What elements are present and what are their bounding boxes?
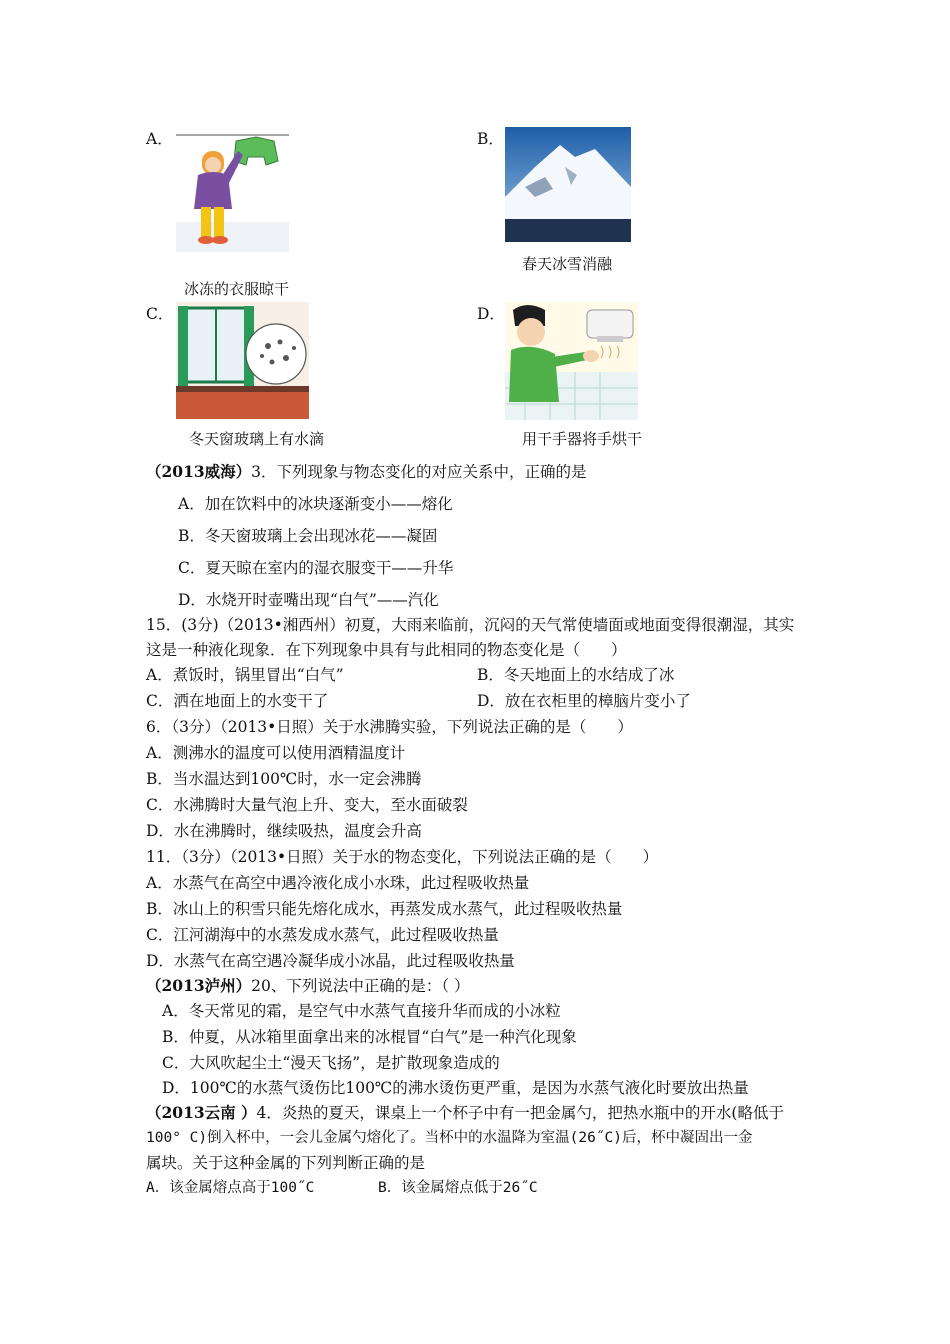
option-b-caption: 春天冰雪消融 — [522, 255, 613, 273]
frozen-clothes-picture — [176, 127, 289, 252]
xiangxi-option-d: D．放在衣柜里的樟脑片变小了 — [477, 692, 691, 710]
question-luzhou-stem — [146, 976, 470, 996]
option-a-letter: A． — [146, 130, 173, 148]
rizhao11-option-a: A．水蒸气在高空中遇冷液化成小水珠，此过程吸收热量 — [146, 874, 530, 892]
question-rizhao6-stem: 6．（3分）（2013•日照）关于水沸腾实验，下列说法正确的是（ ） — [146, 718, 633, 736]
window-water-drops-picture — [176, 302, 309, 419]
rizhao6-option-c: C．水沸腾时大量气泡上升、变大，至水面破裂 — [146, 796, 468, 814]
hand-dryer-picture — [505, 302, 638, 420]
rizhao11-option-c: C．江河湖海中的水蒸发成水蒸气，此过程吸收热量 — [146, 926, 499, 944]
xiangxi-option-b: B．冬天地面上的水结成了冰 — [477, 666, 675, 684]
xiangxi-option-c: C．洒在地面上的水变干了 — [146, 692, 329, 710]
xiangxi-option-a: A．煮饭时，锅里冒出“白气” — [146, 666, 344, 684]
question-luzhou-source: （2013泸州） — [146, 976, 252, 995]
luzhou-option-d: D．100℃的水蒸气烫伤比100℃的沸水烫伤更严重，是因为水蒸气液化时要放出热量 — [162, 1079, 749, 1097]
rizhao6-option-b: B．当水温达到100℃时，水一定会沸腾 — [146, 770, 422, 788]
weihai-option-a: A．加在饮料中的冰块逐渐变小——熔化 — [178, 495, 453, 513]
rizhao6-option-a: A．测沸水的温度可以使用酒精温度计 — [146, 744, 406, 762]
question-weihai-source: （2013威海） — [146, 462, 252, 481]
question-weihai-text: 3．下列现象与物态变化的对应关系中，正确的是 — [251, 463, 587, 481]
question-xiangxi-line2: 这是一种液化现象．在下列现象中具有与此相同的物态变化是（ ） — [146, 641, 627, 659]
rizhao11-option-b: B．冰山上的积雪只能先熔化成水，再蒸发成水蒸气，此过程吸收热量 — [146, 900, 623, 918]
option-d-letter: D． — [477, 305, 505, 323]
option-a-caption: 冰冻的衣服晾干 — [184, 280, 290, 298]
luzhou-option-b: B．仲夏，从冰箱里面拿出来的冰棍冒“白气”是一种汽化现象 — [162, 1028, 577, 1046]
weihai-option-c: C．夏天晾在室内的湿衣服变干——升华 — [178, 559, 454, 577]
question-xiangxi-line1: 15．(3分)（2013•湘西州）初夏，大雨来临前，沉闷的天气常使墙面或地面变得很潮湿，其实 — [146, 616, 795, 634]
rizhao11-option-d: D．水蒸气在高空遇冷凝华成小冰晶，此过程吸收热量 — [146, 952, 515, 970]
yunnan-option-b: B．该金属熔点低于26˝C — [378, 1180, 538, 1196]
option-b-letter: B． — [477, 130, 504, 148]
snowy-mountain-picture — [505, 127, 631, 242]
yunnan-option-a: A．该金属熔点高于100˝C — [146, 1180, 315, 1196]
weihai-option-d: D．水烧开时壶嘴出现“白气”——汽化 — [178, 591, 439, 609]
luzhou-option-c: C．大风吹起尘土“漫天飞扬”，是扩散现象造成的 — [162, 1054, 500, 1072]
rizhao6-option-d: D．水在沸腾时，继续吸热，温度会升高 — [146, 822, 422, 840]
weihai-option-b: B．冬天窗玻璃上会出现冰花——凝固 — [178, 527, 438, 545]
question-rizhao11-stem: 11．（3分）（2013•日照）关于水的物态变化，下列说法正确的是（ ） — [146, 848, 659, 866]
question-yunnan-source: （2013云南 ） — [146, 1103, 257, 1122]
question-yunnan-text: 4．炎热的夏天，课桌上一个杯子中有一把金属勺，把热水瓶中的开水(略低于 — [256, 1104, 784, 1122]
question-luzhou-text: 20、下列说法中正确的是：（ ） — [251, 977, 470, 995]
question-yunnan-line3: 属块。关于这种金属的下列判断正确的是 — [146, 1154, 426, 1172]
option-c-letter: C． — [146, 305, 174, 323]
option-c-caption: 冬天窗玻璃上有水滴 — [189, 430, 325, 448]
option-d-caption: 用干手器将手烘干 — [522, 430, 643, 448]
luzhou-option-a: A．冬天常见的霜，是空气中水蒸气直接升华而成的小冰粒 — [162, 1002, 561, 1020]
question-yunnan-line1 — [146, 1103, 784, 1123]
question-weihai-stem — [146, 462, 587, 482]
question-yunnan-line2: 100° C)倒入杯中，一会儿金属勺熔化了。当杯中的水温降为室温(26˝C)后，杯中凝固出一金 — [146, 1130, 753, 1146]
